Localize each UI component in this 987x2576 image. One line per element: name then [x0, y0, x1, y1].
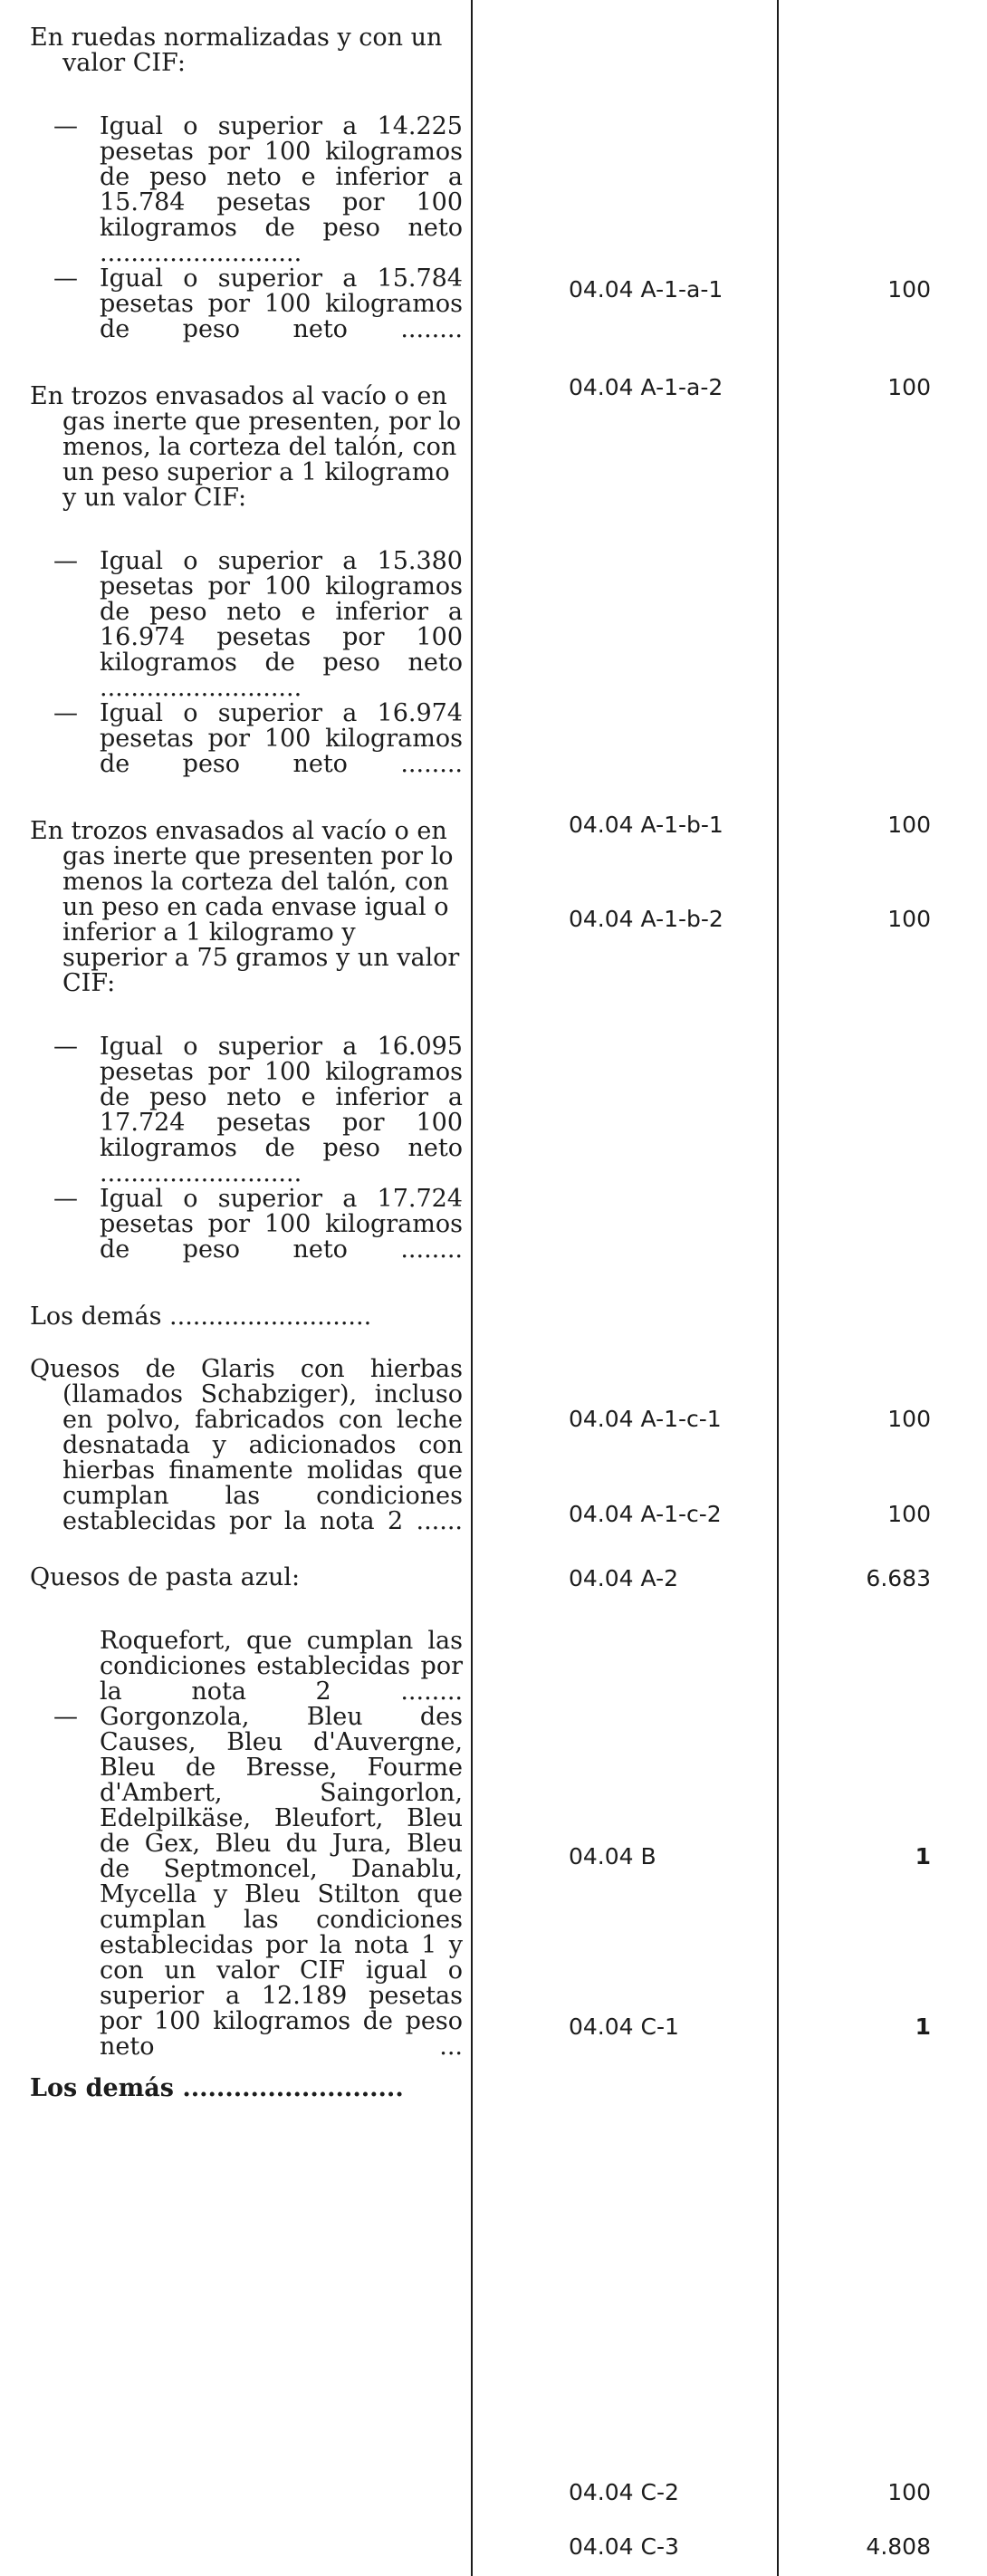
tariff-value: 100	[887, 812, 931, 838]
tariff-value: 6.683	[866, 1565, 931, 1591]
item-text: Los demás ..........................	[30, 1302, 372, 1331]
tariff-code: 04.04 A-1-c-2	[569, 1501, 722, 1527]
tariff-value: 100	[887, 2479, 931, 2505]
tariff-code: 04.04 A-1-b-2	[569, 906, 723, 932]
item-text: Igual o superior a 15.380 pesetas por 100 kilogramos de peso neto e inferior a 16.974 pesetas por 100 kilogramos de peso neto ..........................	[100, 547, 463, 702]
dash-marker: —	[53, 699, 78, 727]
column-divider-left	[471, 0, 473, 2576]
section-demas-1	[30, 1304, 463, 1330]
tariff-value: 100	[887, 276, 931, 303]
section-demas-2	[30, 2076, 463, 2101]
item-text: Igual o superior a 15.784 pesetas por 100 kilogramos de peso neto ........	[100, 264, 463, 343]
tariff-code: 04.04 B	[569, 1843, 656, 1870]
item-text: Igual o superior a 16.974 pesetas por 100 kilogramos de peso neto ........	[100, 699, 463, 778]
item-text: Igual o superior a 16.095 pesetas por 100 kilogramos de peso neto e inferior a 17.724 pesetas por 100 kilogramos de peso neto ..........................	[100, 1033, 463, 1187]
list-item	[30, 1705, 463, 2060]
section-heading: Quesos de pasta azul:	[30, 1563, 301, 1591]
tariff-code: 04.04 C-2	[569, 2479, 679, 2505]
list-item	[30, 114, 463, 266]
item-text: Igual o superior a 17.724 pesetas por 100 kilogramos de peso neto ........	[100, 1185, 463, 1264]
item-text: Los demás ..........................	[30, 2074, 404, 2102]
list-item	[30, 1629, 463, 1705]
dash-marker: —	[53, 1185, 78, 1213]
item-text: Roquefort, que cumplan las condiciones establecidas por la nota 2 ........	[100, 1627, 463, 1706]
tariff-value: 1	[915, 1843, 931, 1870]
section-trozos-1	[30, 384, 463, 777]
tariff-code: 04.04 A-1-a-2	[569, 374, 723, 400]
tariff-value: 100	[887, 906, 931, 932]
item-text: Gorgonzola, Bleu des Causes, Bleu d'Auvergne, Bleu de Bresse, Fourme d'Ambert, Saingorlon, Edelpilkäse, Bleufort, Bleu de Gex, Bleu du Jura, Bleu de Septmoncel, Danablu, Mycella y Bleu Stilton que cumplan las condiciones establecidas por la nota 1 y con un valor CIF igual o superior a 12.189 pesetas por 100 kilogramos de peso neto ...	[100, 1703, 463, 2061]
dash-marker: —	[53, 1703, 78, 1731]
dash-marker: —	[53, 1033, 78, 1061]
dash-marker: —	[53, 112, 78, 140]
tariff-code: 04.04 C-1	[569, 2014, 679, 2040]
tariff-value: 100	[887, 374, 931, 400]
description-column	[30, 25, 463, 2143]
section-trozos-2	[30, 819, 463, 1263]
tariff-code: 04.04 C-3	[569, 2533, 679, 2560]
item-text: Quesos de Glaris con hierbas (llamados Schabziger), incluso en polvo, fabricados con leche desnatada y adicionados con hierbas finamente molidas que cumplan las condiciones establecidas por la nota 2 ......	[30, 1355, 463, 1535]
list-item	[30, 549, 463, 701]
tariff-code: 04.04 A-1-c-1	[569, 1406, 722, 1432]
section-ruedas	[30, 25, 463, 342]
section-heading: En trozos envasados al vacío o en gas inerte que presenten, por lo menos, la corteza del talón, con un peso superior a 1 kilogramo y un valor CIF:	[30, 382, 462, 512]
section-heading: En ruedas normalizadas y con un valor CIF:	[30, 24, 443, 77]
tariff-value: 1	[915, 2014, 931, 2040]
tariff-value: 4.808	[866, 2533, 931, 2560]
column-divider-right	[777, 0, 779, 2576]
section-heading: En trozos envasados al vacío o en gas inerte que presenten por lo menos la corteza del talón, con un peso en cada envase igual o inferior a 1 kilogramo y superior a 75 gramos y un valor CIF:	[30, 817, 460, 997]
tariff-code: 04.04 A-1-a-1	[569, 276, 723, 303]
tariff-value: 100	[887, 1501, 931, 1527]
dash-marker: —	[53, 264, 78, 293]
item-text: Igual o superior a 14.225 pesetas por 100 kilogramos de peso neto e inferior a 15.784 pesetas por 100 kilogramos de peso neto ..........................	[100, 112, 463, 267]
section-pasta-azul	[30, 1565, 463, 2060]
list-item	[30, 266, 463, 342]
tariff-code: 04.04 A-2	[569, 1565, 678, 1591]
tariff-value: 100	[887, 1406, 931, 1432]
section-glaris	[30, 1357, 463, 1534]
tariff-code: 04.04 A-1-b-1	[569, 812, 723, 838]
list-item	[30, 1187, 463, 1263]
list-item	[30, 1034, 463, 1187]
dash-marker: —	[53, 547, 78, 575]
list-item	[30, 701, 463, 777]
